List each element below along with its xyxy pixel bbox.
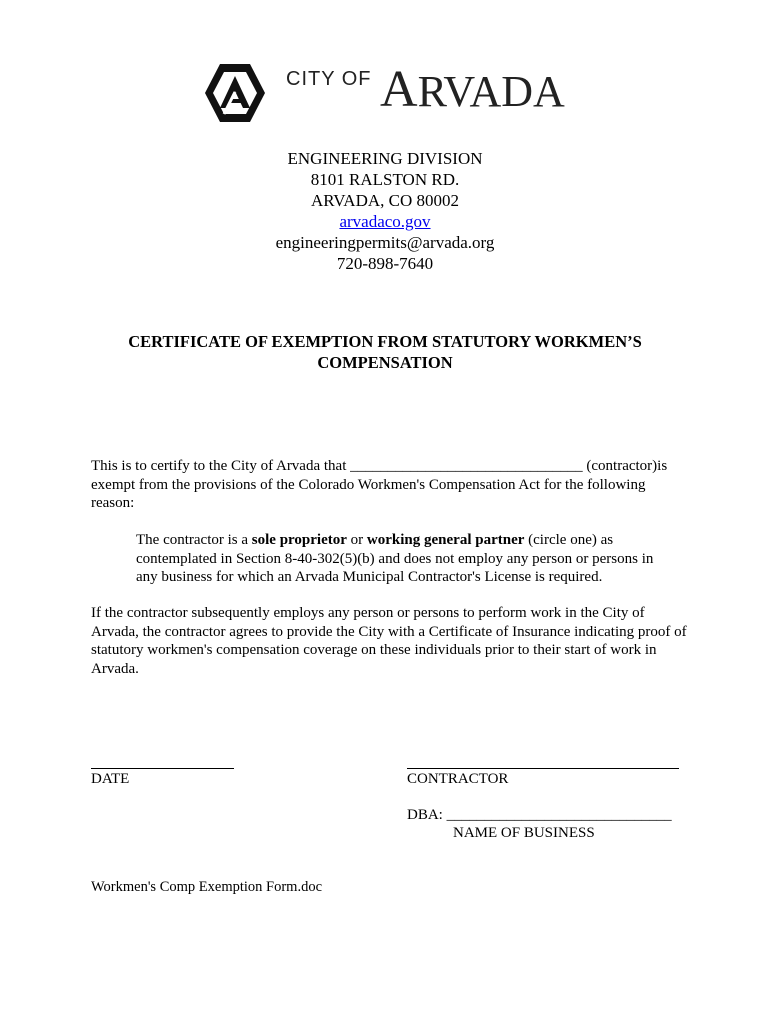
- division-name: ENGINEERING DIVISION: [287, 149, 483, 168]
- footer-filename: Workmen's Comp Exemption Form.doc: [91, 879, 323, 895]
- address-block: [0, 148, 770, 274]
- website-link[interactable]: arvadaco.gov: [339, 212, 431, 231]
- reason-paragraph: The contractor is a sole proprietor or working general partner (circle one) as contemplated in Section 8-40-302(5)(b) and does not employ any person or persons in any business for which an Arvada Municipal Contractor's License is required.: [136, 532, 654, 585]
- certification-paragraph: This is to certify to the City of Arvada that _______________________________ (contractor)is exempt from the provisions of the Colorado Workmen's Compensation Act for the following reason:: [91, 458, 668, 511]
- name-of-business-label: NAME OF BUSINESS: [453, 825, 595, 841]
- contractor-label: CONTRACTOR: [407, 771, 509, 787]
- contractor-signature-line: [407, 768, 679, 769]
- date-label: DATE: [91, 771, 130, 787]
- working-general-partner-option: working general partner: [366, 532, 525, 548]
- city-state-zip: ARVADA, CO 80002: [310, 191, 460, 210]
- logo-city-of-text: CITY OF: [286, 68, 372, 90]
- street-address: 8101 RALSTON RD.: [310, 170, 460, 189]
- contractor-blank: _______________________________: [350, 458, 583, 474]
- document-title: CERTIFICATE OF EXEMPTION FROM STATUTORY WORKMEN’S COMPENSATION: [128, 332, 642, 372]
- date-signature-line: [91, 768, 234, 769]
- dba-field: DBA: ______________________________: [407, 807, 672, 823]
- arvada-hexagon-logo-icon: [204, 62, 266, 124]
- subsequent-employment-paragraph: If the contractor subsequently employs any person or persons to perform work in the City of Arvada, the contractor agrees to provide the City with a Certificate of Insurance indicating proof of statutory workmen's compensation coverage on these individuals prior to their start of work in Arvada.: [91, 605, 687, 677]
- logo-arvada-text: ARVADA: [380, 61, 565, 118]
- sole-proprietor-option: sole proprietor: [251, 532, 347, 548]
- email-address: engineeringpermits@arvada.org: [275, 233, 495, 252]
- phone-number: 720-898-7640: [336, 254, 434, 273]
- city-logo: [204, 62, 564, 124]
